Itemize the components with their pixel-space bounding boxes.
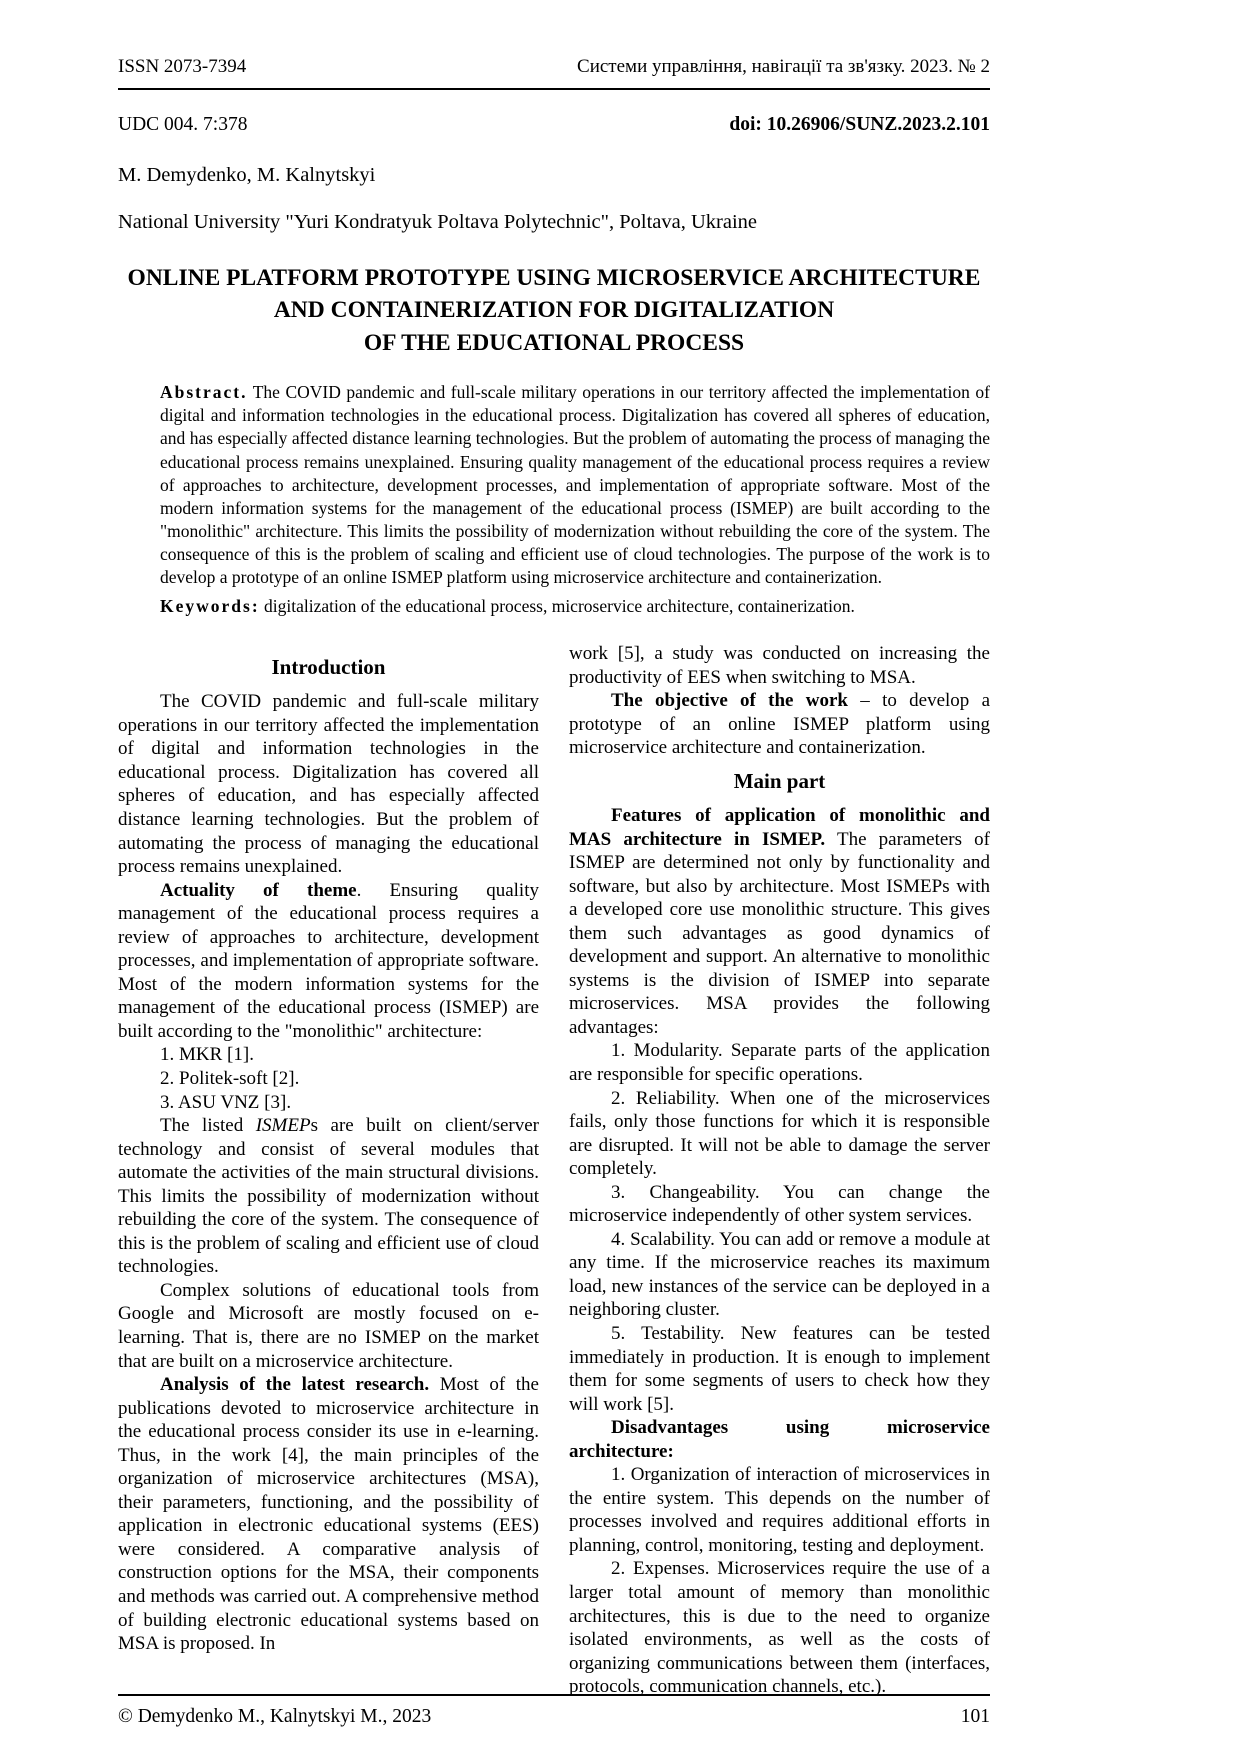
paragraph: The COVID pandemic and full-scale military operations in our territory affected the implementation of digital and information technologies in the educational process. Digitalization has covered all spheres of education, and has especially affected distance learning technologies. But the problem of automating the process of managing the educational process remains unexplained. xyxy=(118,691,539,878)
paragraph-italic: ISMEP xyxy=(255,1115,311,1137)
keywords-label: Keywords: xyxy=(160,596,260,617)
paragraph xyxy=(118,1373,539,1656)
column-left xyxy=(118,642,539,1699)
list-item: 3. ASU VNZ [3]. xyxy=(160,1091,292,1113)
udc-text: UDC 004. 7:378 xyxy=(118,114,248,135)
keywords xyxy=(160,595,990,618)
article-title-line: AND CONTAINERIZATION FOR DIGITALIZATION xyxy=(273,297,835,324)
paragraph-lead: The objective of the work xyxy=(611,690,848,712)
list-item: 1. MKR [1]. xyxy=(160,1044,254,1066)
paragraph xyxy=(569,804,990,1039)
keywords-text: digitalization of the educational process, microservice architecture, containerization. xyxy=(259,596,855,617)
copyright-text: © Demydenko M., Kalnytskyi M., 2023 xyxy=(118,1706,432,1727)
article-title-line: OF THE EDUCATIONAL PROCESS xyxy=(363,329,745,356)
list-item: 2. Politek-soft [2]. xyxy=(160,1067,300,1089)
doi-text: doi: 10.26906/SUNZ.2023.2.101 xyxy=(729,114,990,135)
paragraph-bold: Disadvantages using microservice architecture: xyxy=(569,1417,990,1462)
paragraph xyxy=(569,689,990,760)
paragraph: 3. Changeability. You can change the microservice independently of other system services. xyxy=(569,1181,990,1227)
article-title xyxy=(118,262,990,359)
paragraph-text: The listed xyxy=(160,1115,256,1137)
paragraph xyxy=(118,1114,539,1279)
authors: M. Demydenko, M. Kalnytskyi xyxy=(118,164,376,186)
paragraph: Complex solutions of educational tools from Google and Microsoft are mostly focused on e-learning. That is, there are no ISMEP on the market that are built on a microservice architecture. xyxy=(118,1279,539,1372)
paragraph: 2. Expenses. Microservices require the use of a larger total amount of memory than monolithic architectures, this is due to the need to organize isolated environments, as well as the costs of organizing communications between them (interfaces, protocols, communication channels, etc.). xyxy=(569,1558,990,1698)
paragraph-text: . Ensuring quality management of the educational process requires a review of approaches to architecture, development processes, and implementation of appropriate software. Most of the modern information systems for the management of the educational process (ISMEP) are built according to the "monolithic" architecture: xyxy=(118,879,539,1042)
section-heading-introduction: Introduction xyxy=(271,655,386,680)
paragraph-lead: Actuality of theme xyxy=(160,879,357,901)
journal-title: Системи управління, навігації та зв'язку. 2023. № 2 xyxy=(577,56,990,77)
abstract-text: The COVID pandemic and full-scale military operations in our territory affected the implementation of digital and information technologies in the educational process. Digitalization has covered all spheres of education, and has especially affected distance learning technologies. But the problem of automating the process of managing the educational process remains unexplained. Ensuring quality management of the educational process requires a review of approaches to architecture, development processes, and implementation of appropriate software. Most of the modern information systems for the management of the educational process (ISMEP) are built according to the "monolithic" architecture. This limits the possibility of modernization without rebuilding the core of the system. The consequence of this is the problem of scaling and efficient use of cloud technologies. The purpose of the work is to develop a prototype of an online ISMEP platform using microservice architecture and containerization. xyxy=(160,382,990,588)
issn-text: ISSN 2073-7394 xyxy=(118,56,247,77)
paragraph-lead: Analysis of the latest research. xyxy=(160,1374,430,1396)
paragraph-text: s are built on client/server technology and consist of several modules that automate the activities of the main structural divisions. This limits the possibility of modernization without rebuilding the core of the system. The consequence of this is the problem of scaling and efficient use of cloud technologies. xyxy=(118,1115,539,1278)
article-title-line: ONLINE PLATFORM PROTOTYPE USING MICROSERVICE ARCHITECTURE xyxy=(127,265,981,291)
abstract xyxy=(160,381,990,589)
section-heading-main-part: Main part xyxy=(733,768,826,793)
paragraph-text: The parameters of ISMEP are determined not only by functionality and software, but also by architecture. Most ISMEPs with a developed core use monolithic structure. This gives them such advantages as good dynamics of development and support. An alternative to monolithic systems is the division of ISMEP into separate microservices. MSA provides the following advantages: xyxy=(569,828,990,1038)
paragraph-text: – to develop a prototype of an online ISMEP platform using microservice architecture and containerization. xyxy=(569,690,990,759)
paragraph: 1. Organization of interaction of microservices in the entire system. This depends on the number of processes involved and requires additional efforts in planning, control, monitoring, testing and deployment. xyxy=(569,1464,990,1556)
paragraph: 1. Modularity. Separate parts of the application are responsible for specific operations. xyxy=(569,1040,990,1085)
paragraph: 4. Scalability. You can add or remove a module at any time. If the microservice reaches its maximum load, new instances of the service can be deployed in a neighboring cluster. xyxy=(569,1228,990,1321)
paragraph: 2. Reliability. When one of the microservices fails, only those functions for which it is responsible are disrupted. It will not be able to damage the server completely. xyxy=(569,1087,990,1180)
page-footer xyxy=(118,1694,990,1728)
body-columns xyxy=(118,642,990,1699)
paragraph-lead: Features of application of monolithic and MAS architecture in ISMEP. xyxy=(569,804,990,850)
paragraph: 5. Testability. New features can be tested immediately in production. It is enough to implement them for some segments of users to check how they will work [5]. xyxy=(569,1323,990,1415)
paragraph: work [5], a study was conducted on increasing the productivity of EES when switching to MSA. xyxy=(569,643,990,688)
page-number: 101 xyxy=(960,1706,990,1727)
abstract-label: Abstract. xyxy=(160,382,248,403)
paragraph xyxy=(118,879,539,1044)
meta-row xyxy=(118,114,990,136)
paragraph-text: Most of the publications devoted to microservice architecture in the educational process consider its use in e-learning. Thus, in the work [4], the main principles of the organization of microservice architectures (MSA), their parameters, functioning, and the possibility of application in electronic educational systems (EES) were considered. A comparative analysis of construction options for the MSA, their components and methods was carried out. A comprehensive method of building electronic educational systems based on MSA is proposed. In xyxy=(118,1374,539,1655)
column-right xyxy=(569,642,990,1699)
affiliation: National University "Yuri Kondratyuk Poltava Polytechnic", Poltava, Ukraine xyxy=(118,211,758,233)
page-header xyxy=(118,56,990,90)
